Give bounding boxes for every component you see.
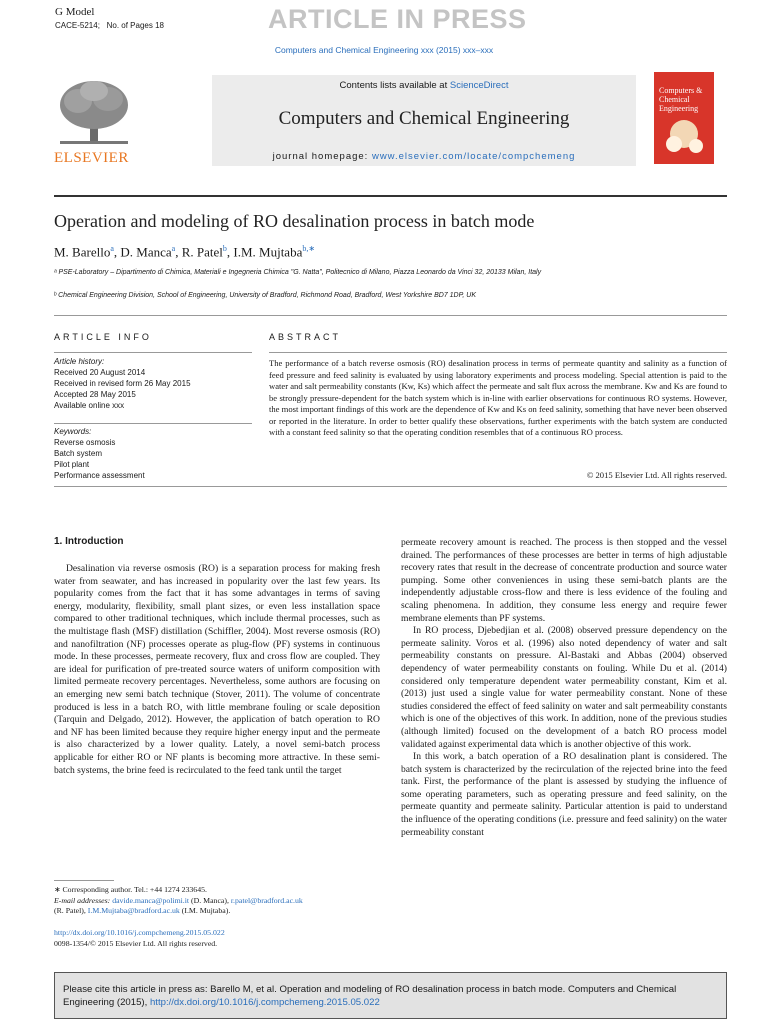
paragraph: In this work, a batch operation of a RO desalination plant is considered. The batch system is characterized by the recirculation of the rejected brine into the feed tank. First, the performance of the plant is assessed by studying the influence of some operating parameters, such as operating pressure and feed salinity, on the permeate quantity and permeate salinity. Particular attention is paid to understand the influence of the operating conditions (i.e. pressure and feed salinity) on the water permeability constant	[401, 751, 727, 838]
affiliation-b: ᵇ Chemical Engineering Division, School of Engineering, University of Bradford, Richmond Road, Bradford, West Yorkshire BD7 1DP, UK	[54, 292, 476, 299]
abstract-heading: ABSTRACT	[269, 332, 342, 342]
introduction-heading: 1. Introduction	[54, 536, 124, 547]
doi-link[interactable]: http://dx.doi.org/10.1016/j.compchemeng.2015.05.022	[54, 928, 225, 937]
author-name: I.M. Mujtaba	[233, 244, 303, 260]
manuscript-ref: CACE-5214; No. of Pages 18	[55, 21, 164, 30]
journal-homepage: journal homepage: www.elsevier.com/locate/compchemeng	[272, 151, 576, 162]
sciencedirect-link[interactable]: ScienceDirect	[449, 80, 509, 91]
footnote-rule	[54, 880, 114, 881]
contents-line: Contents lists available at ScienceDirect	[339, 80, 509, 91]
article-history: Article history: Received 20 August 2014 Received in revised form 26 May 2015 Accepted 28 May 2015 Available online xxx	[54, 357, 191, 410]
affiliation-a: ᵃ PSE-Laboratory – Dipartimento di Chimica, Materiali e Ingegneria Chimica "G. Natta", Politecnico di Milano, Piazza Leonardo da Vinci 32, 20133 Milan, Italy	[54, 269, 542, 276]
author-name: D. Manca	[120, 244, 172, 260]
body-column-left	[54, 563, 380, 777]
header-divider	[54, 195, 727, 197]
article-info-heading: ARTICLE INFO	[54, 332, 152, 342]
homepage-link[interactable]: www.elsevier.com/locate/compchemeng	[371, 151, 576, 162]
keywords-list: Keywords: Reverse osmosis Batch system Pilot plant Performance assessment	[54, 427, 145, 480]
paragraph: Desalination via reverse osmosis (RO) is a separation process for making fresh water from seawater, and has increased in popularity over the last few years. Its popularity comes from the fact that it has some advantages in terms of saving energy, modularity, flexibility, small plant sizes, or even less installation space compared to other traditional techniques, which include thermal processes, such as the multistage flash (MSF) distillation (Schiffler, 2004). Most reverse osmosis (RO) and nanofiltration (NF) processes operate as plug-flow (PF) systems in continuous mode. In these processes, permeate recovery, flux and cross flow are coupled. They are ideal for purification of pre-treated source waters of uniform composition with limited permeate recovery percentages. Nevertheless, some authors are focusing on an emerging new semi batch technique (Stover, 2011). The volume of concentrate produced is less in a batch RO, with little membrane fouling or scale deposition (Tarquin and Delgado, 2012). However, the application of batch operation to RO and NF has been limited because they require higher energy input and the permeate is also characterized by a lower quality. Lately, a novel semi-batch process applicable for either RO or NF plants is becoming more attractive. In these semi-batch systems, the brine feed is recirculated to the feed tank until the target	[54, 563, 380, 776]
article-title: Operation and modeling of RO desalination process in batch mode	[54, 211, 535, 231]
citation-doi-link[interactable]: http://dx.doi.org/10.1016/j.compchemeng.2015.05.022	[149, 997, 380, 1008]
article-in-press-banner: ARTICLE IN PRESS	[268, 4, 527, 34]
paragraph: permeate recovery amount is reached. The process is then stopped and the vessel drained. The performances of these processes are better in terms of high adjustable recovery rates that result in the decrease of concentrate production and source water pumping. Some other conveniences in using these semi-batch plants are the independently adjustable cross-flow and there is less evidence of the fouling and scaling phenomena. In addition, they consume less energy and require fewer membrane elements than PF systems.	[401, 537, 727, 624]
footnote: ∗ Corresponding author. Tel.: +44 1274 233645. E-mail addresses: davide.manca@polimi.it (D. Manca), r.patel@bradford.ac.uk (R. Patel), I.M.Mujtaba@bradford.ac.uk (I.M. Mujtaba).	[54, 880, 384, 917]
body-column-right	[401, 537, 727, 839]
journal-reference-link[interactable]: Computers and Chemical Engineering xxx (2015) xxx–xxx	[274, 45, 494, 55]
cover-title: Computers & Chemical Engineering	[659, 86, 703, 113]
email-link[interactable]: r.patel@bradford.ac.uk	[230, 895, 303, 905]
paragraph: In RO process, Djebedjian et al. (2008) observed pressure dependency on the permeate salinity. Voros et al. (1996) also noted dependency of water and salt permeability constants on pressure. Al-Bastaki and Abbas (2004) observed dependency of water permeability constants on fouling. While Du et al. (2014) considered only temperature dependent water permeability constant, Kim et al. (2013) just used a single value for water permeability constant. None of these studies considered the effect of feed salinity on water and salt permeability constants which is one of the objectives of this work. In addition, none of the previous studies (although limited) focused on the development of a batch RO process model validated against experimental data which is another objective of this work.	[401, 625, 727, 750]
author-name: M. Barello	[54, 244, 111, 260]
abstract-rule	[269, 352, 727, 353]
g-model-label: G Model	[55, 6, 95, 18]
doi-block	[54, 927, 225, 949]
elsevier-wordmark: ELSEVIER	[54, 150, 129, 166]
affiliation-divider	[54, 315, 727, 316]
author-name: R. Patel	[181, 244, 223, 260]
citation-box: Please cite this article in press as: Barello M, et al. Operation and modeling of RO desalination process in batch mode. Computers and Chemical Engineering (2015), http://dx.doi.org/10.1016/j.compchemeng.2015.05.022	[54, 972, 727, 1019]
email-link[interactable]: I.M.Mujtaba@bradford.ac.uk	[87, 906, 180, 916]
journal-title: Computers and Chemical Engineering	[278, 108, 570, 129]
issn-line: 0098-1354/© 2015 Elsevier Ltd. All rights reserved.	[54, 939, 218, 948]
email-link[interactable]: davide.manca@polimi.it	[112, 895, 190, 905]
abstract-text: The performance of a batch reverse osmosis (RO) desalination process in terms of permeate quantity and salinity as a function of feed pressure and feed salinity is evaluated by using laboratory experiments and process modeling. Special attention is paid to the water and salt permeability constants (Kw, Ks) which affect the permeate and salt flux across the membrane. Kw and Ks are found to be strongly pressure-dependent for the batch system which is in-line with earlier observations for continuous RO systems. However, the most important findings of this work are the dependence of Kw and Ks on feed salinity, something that have never been observed or reported in the literature. In order to better qualify these observations, further experiments with the batch system are conducted with a constant feed salinity so that the operating condition resembles that of a continuous RO process.	[269, 358, 727, 437]
article-info-rule	[54, 352, 252, 353]
abstract-copyright: © 2015 Elsevier Ltd. All rights reserved.	[586, 470, 727, 480]
abstract-bottom-rule	[54, 486, 727, 487]
author-list: M. Barello$^a$, D. Manca$^a$, R. Patel$^b$, I.M. Mujtaba$^{b,∗}$	[54, 244, 316, 260]
keywords-rule	[54, 423, 252, 424]
